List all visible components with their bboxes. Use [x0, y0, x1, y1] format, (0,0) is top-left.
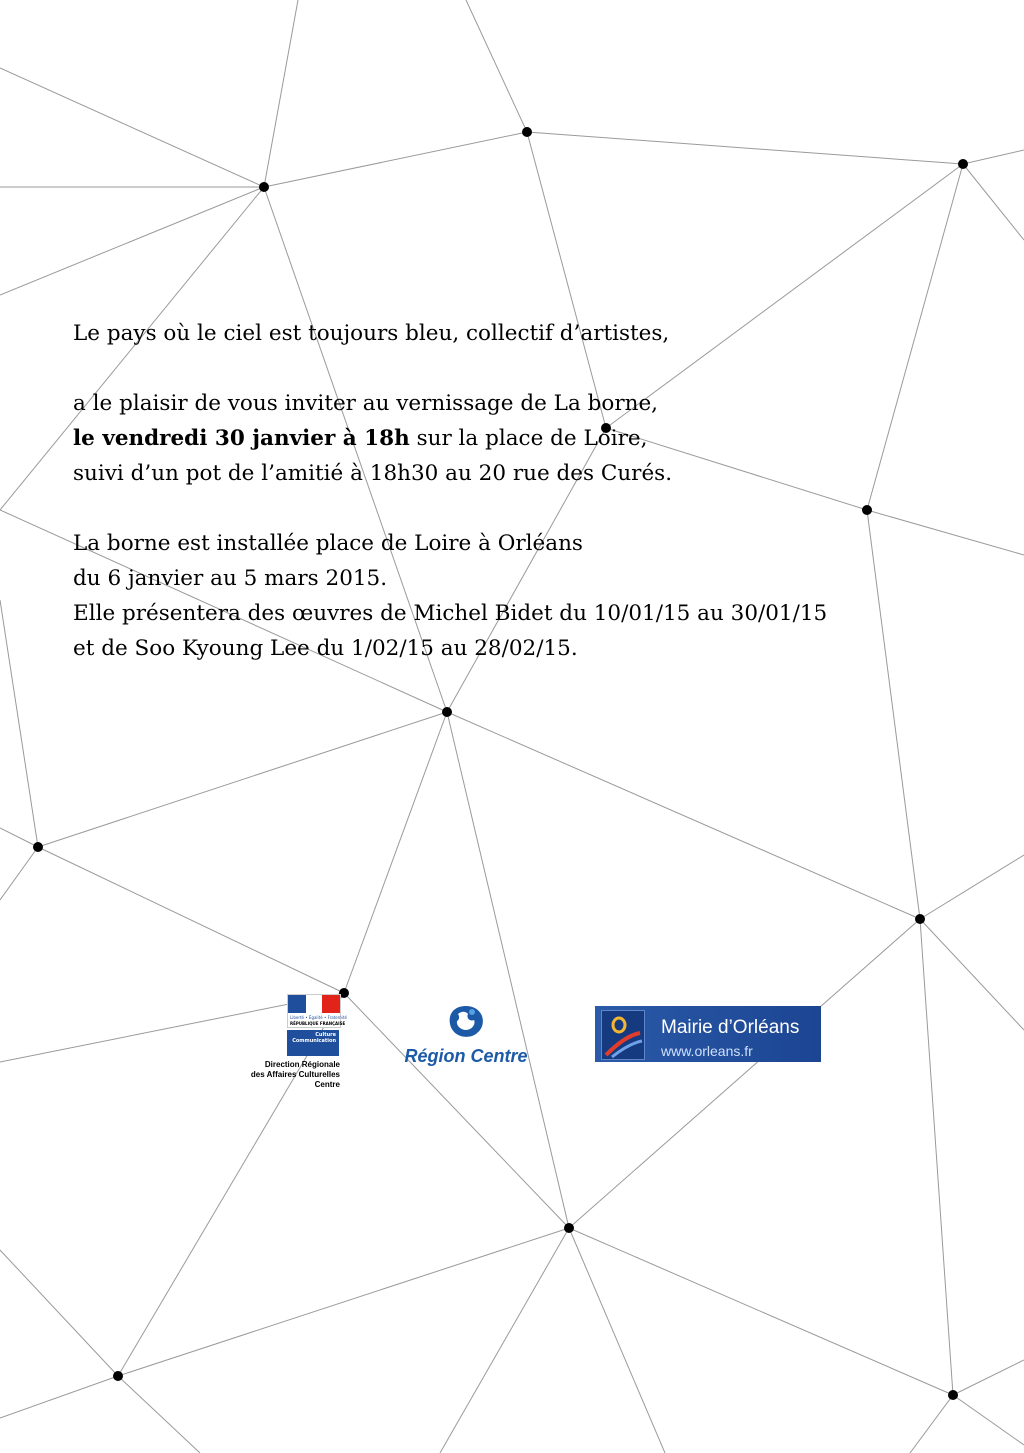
region-centre-emblem-icon [444, 1004, 488, 1040]
invitation-line: La borne est installée place de Loire à Orléans [73, 531, 583, 556]
event-date: le vendredi 30 janvier à 18h [73, 426, 410, 451]
network-node [259, 182, 269, 192]
invitation-line: a le plaisir de vous inviter au vernissage de La borne, [73, 391, 659, 416]
orleans-emblem-icon [601, 1010, 645, 1060]
region-centre-logo [396, 1004, 536, 1067]
network-node [915, 914, 925, 924]
region-centre-name: Région Centre [404, 1046, 528, 1066]
drac-caption: Direction Régionale des Affaires Culturelles Centre [250, 1060, 340, 1089]
network-node [948, 1390, 958, 1400]
mairie-orleans-logo [595, 1006, 821, 1062]
invitation-date-line [73, 421, 933, 456]
network-node [442, 707, 452, 717]
network-node [113, 1371, 123, 1381]
invitation-line: du 6 janvier au 5 mars 2015. [73, 566, 388, 591]
invitation-line: Elle présentera des œuvres de Michel Bidet du 10/01/15 au 30/01/15 [73, 601, 828, 626]
event-place: sur la place de Loire, [409, 426, 648, 451]
network-node [33, 842, 43, 852]
invitation-line: suivi d’un pot de l’amitié à 18h30 au 20 rue des Curés. [73, 461, 673, 486]
mairie-orleans-url: www.orleans.fr [661, 1043, 753, 1059]
mairie-orleans-name: Mairie d’Orléans [661, 1017, 800, 1038]
invitation-text [73, 316, 933, 666]
network-node [958, 159, 968, 169]
network-node [522, 127, 532, 137]
republique-francaise-flag: Liberté • Égalité • Fraternité RÉPUBLIQUE FRANÇAISE [287, 994, 341, 1028]
ministere-culture-block: Culture Communication [287, 1030, 339, 1056]
invitation-line: et de Soo Kyoung Lee du 1/02/15 au 28/02/15. [73, 636, 578, 661]
drac-logo [248, 994, 347, 1090]
invitation-line: Le pays où le ciel est toujours bleu, collectif d’artistes, [73, 321, 670, 346]
network-node [564, 1223, 574, 1233]
